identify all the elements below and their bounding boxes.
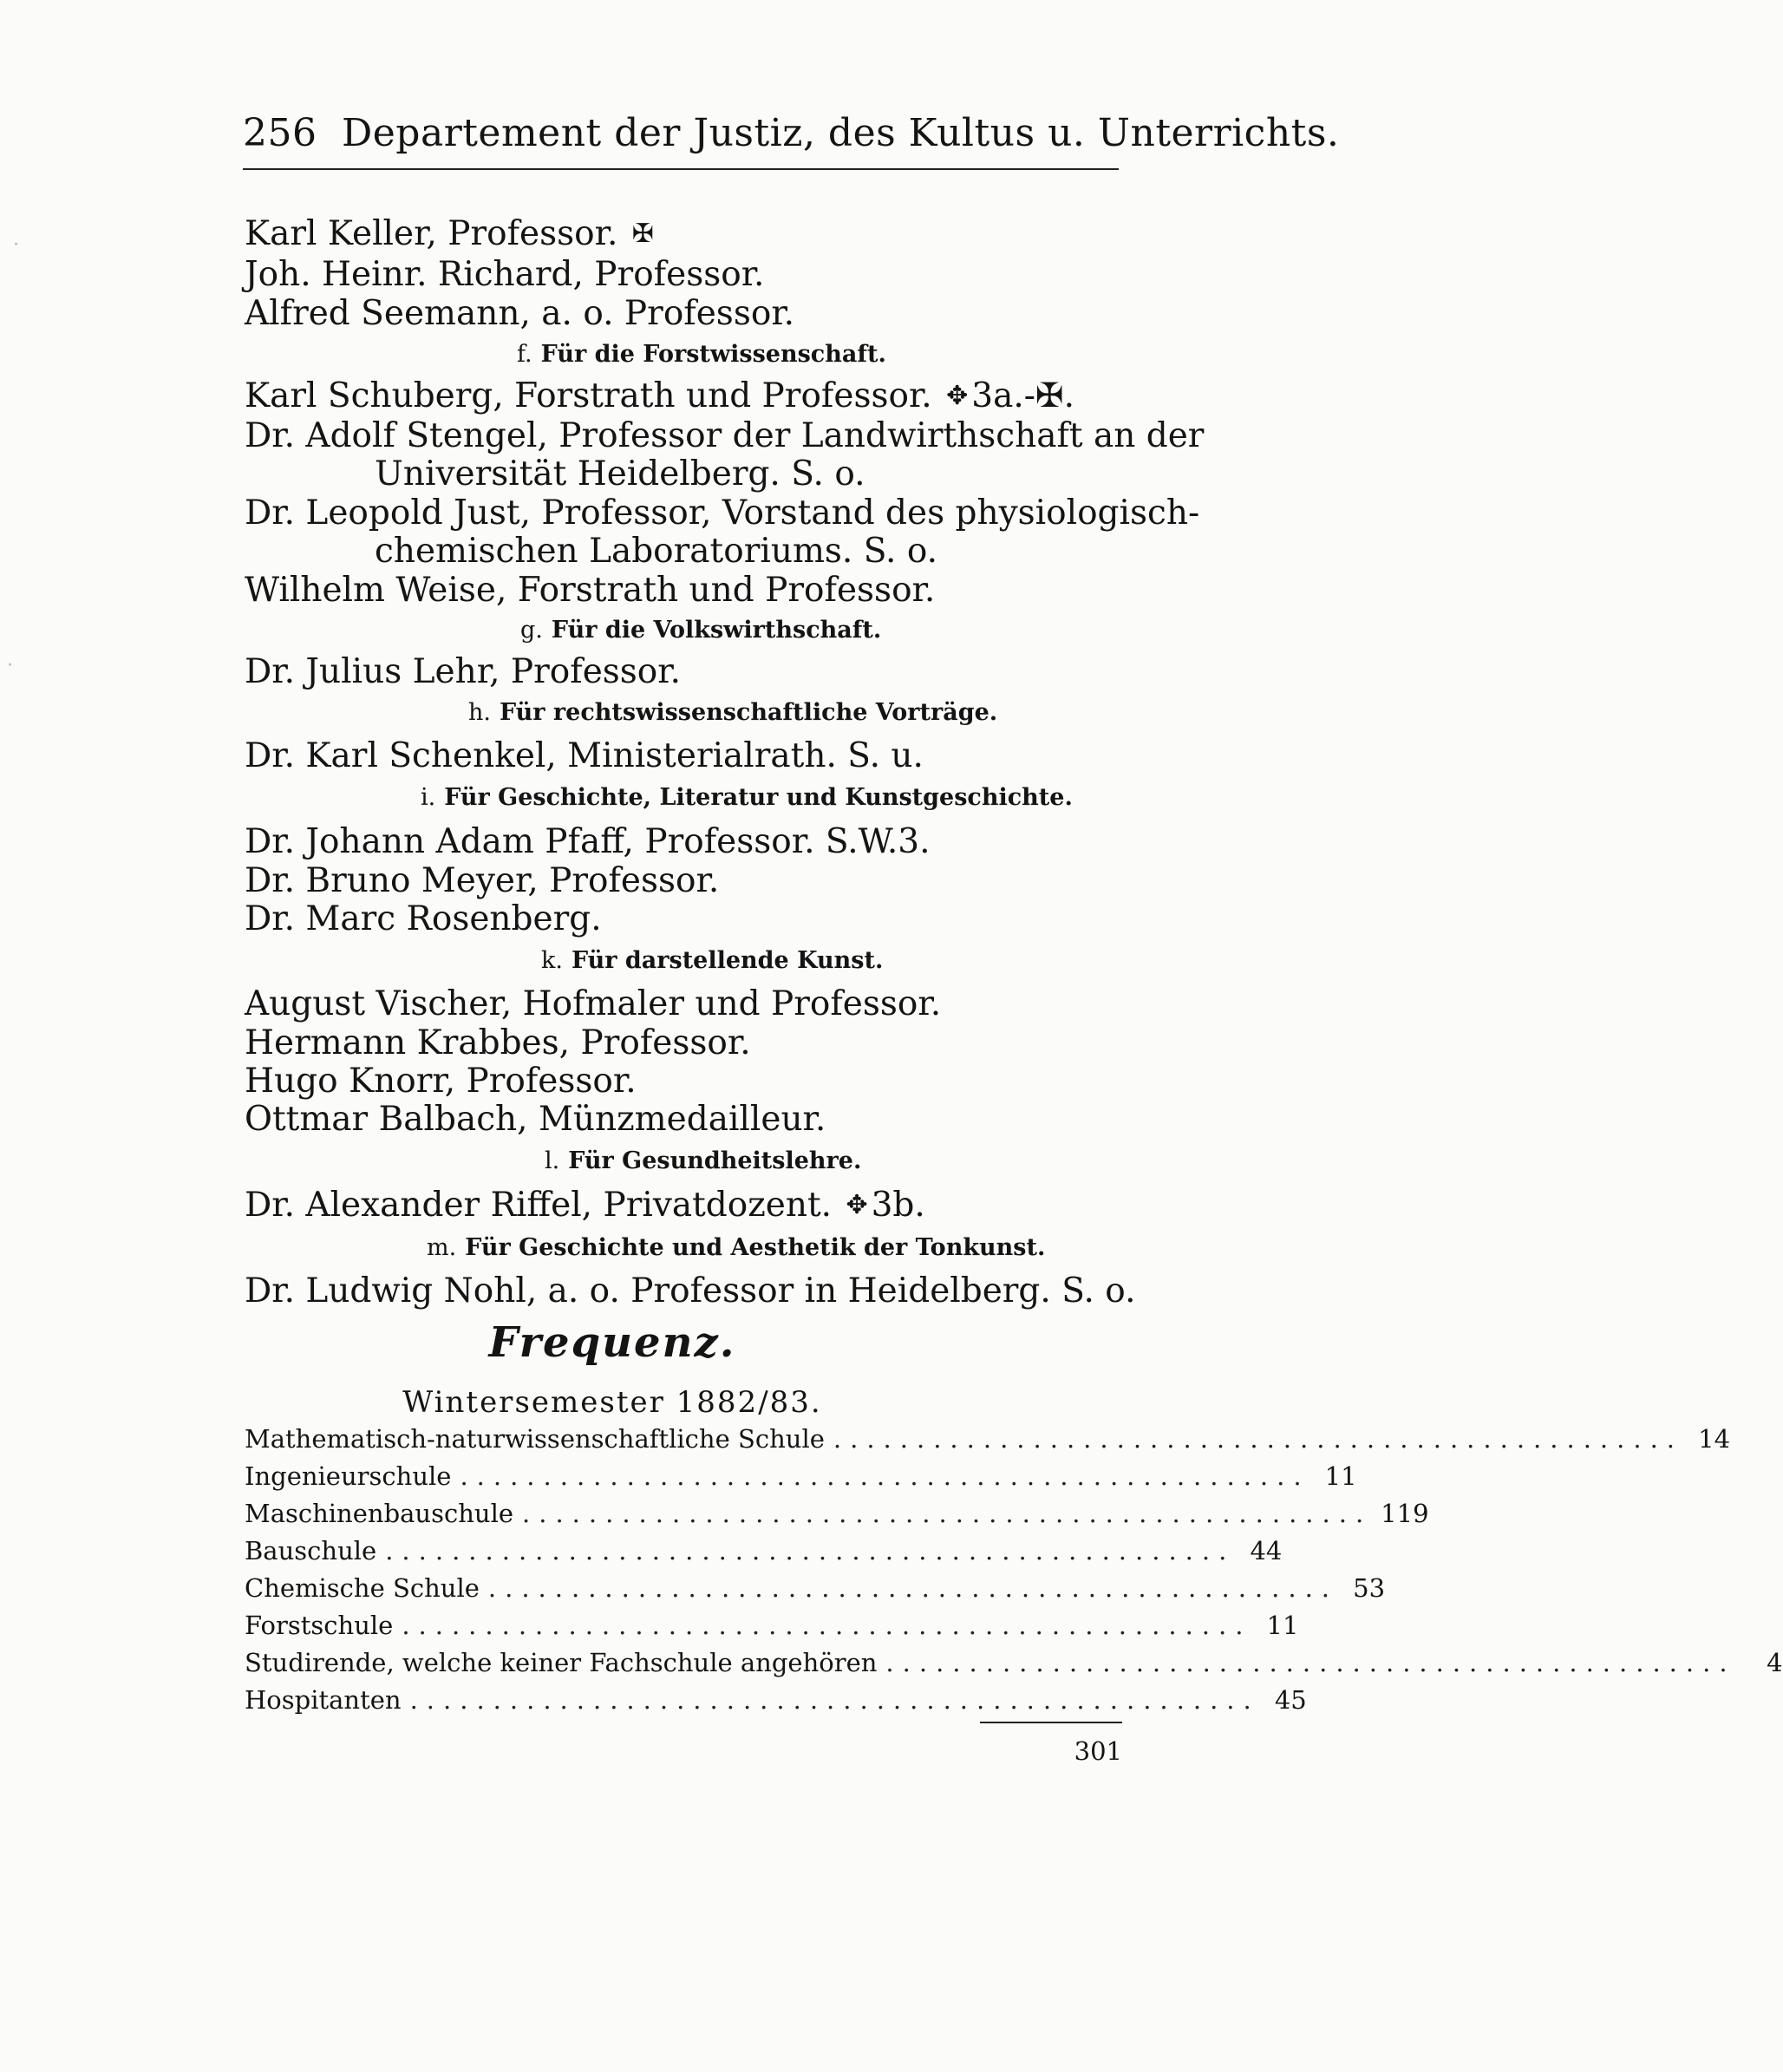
entry-line-continued: Universität Heidelberg. S. o. [375, 454, 865, 493]
entry-line: Hermann Krabbes, Professor. [245, 1023, 751, 1062]
order-badge-icon: ✥ [946, 381, 969, 411]
entry-line: Dr. Karl Schenkel, Ministerialrath. S. u. [245, 736, 924, 775]
section-heading: m. Für Geschichte und Aesthetik der Tonkunst. [427, 1234, 1046, 1261]
header-rule [243, 168, 1119, 170]
table-row: Ingenieurschule ................................................... 11 [245, 1461, 1357, 1491]
entry-line: Dr. Marc Rosenberg. [245, 899, 602, 938]
table-row: Studirende, welche keiner Fachschule angehören ................................................... 4 [245, 1647, 1783, 1677]
page-number: 256 [243, 111, 317, 155]
entry-line: Wilhelm Weise, Forstrath und Professor. [245, 571, 936, 610]
frequenz-total: 301 [1074, 1736, 1122, 1766]
table-row: Maschinenbauschule ................................................... 119 [245, 1498, 1429, 1528]
entry-line: Dr. Leopold Just, Professor, Vorstand des physiologisch- [245, 493, 1200, 533]
entry-line: Dr. Alexander Riffel, Privatdozent. ✥ 3b. [245, 1186, 925, 1225]
entry-line: Dr. Ludwig Nohl, a. o. Professor in Heidelberg. S. o. [245, 1271, 1136, 1311]
table-row: Hospitanten ................................................... 45 [245, 1684, 1307, 1715]
entry-line: Dr. Adolf Stengel, Professor der Landwirthschaft an der [245, 416, 1205, 455]
order-badge-icon: ✥ [846, 1190, 868, 1220]
entry-line: Dr. Johann Adam Pfaff, Professor. S.W.3. [245, 822, 931, 861]
section-heading: i. Für Geschichte, Literatur und Kunstgeschichte. [421, 784, 1073, 811]
margin-speck: · [7, 655, 13, 677]
table-row: Forstschule ................................................... 11 [245, 1610, 1299, 1640]
entry-line: Hugo Knorr, Professor. [245, 1062, 637, 1101]
entry-line: Joh. Heinr. Richard, Professor. [245, 255, 765, 294]
entry-line: Alfred Seemann, a. o. Professor. [245, 294, 795, 333]
entry-line: August Vischer, Hofmaler und Professor. [245, 984, 942, 1023]
margin-speck: · [13, 234, 19, 256]
table-row: Chemische Schule ................................................... 53 [245, 1572, 1386, 1603]
entry-line: Karl Schuberg, Forstrath und Professor. ✥ 3a.-✠. [245, 376, 1074, 415]
table-row: Bauschule ................................................... 44 [245, 1535, 1283, 1565]
table-row: Mathematisch-naturwissenschaftliche Schule ................................................... 14 [245, 1423, 1731, 1454]
entry-line-continued: chemischen Laboratoriums. S. o. [375, 532, 938, 571]
entry-line: Ottmar Balbach, Münzmedailleur. [245, 1100, 826, 1139]
entry-line: Dr. Julius Lehr, Professor. [245, 652, 682, 691]
section-heading: h. Für rechtswissenschaftliche Vorträge. [468, 699, 998, 726]
section-heading: f. Für die Forstwissenschaft. [517, 341, 886, 368]
total-rule [980, 1722, 1122, 1723]
page-header [243, 111, 1340, 155]
section-heading: g. Für die Volkswirthschaft. [520, 617, 882, 644]
entry-line: Karl Keller, Professor. ✠ [245, 214, 654, 253]
running-title: Departement der Justiz, des Kultus u. Unterrichts. [341, 111, 1340, 155]
cross-order-icon: ✠ [631, 219, 654, 249]
section-heading: k. Für darstellende Kunst. [541, 947, 884, 974]
frequenz-table [245, 1420, 1783, 1718]
semester-subtitle: Wintersemester 1882/83. [402, 1385, 822, 1420]
entry-line: Dr. Bruno Meyer, Professor. [245, 861, 720, 900]
frequenz-title: Frequenz. [488, 1318, 736, 1367]
section-heading: l. Für Gesundheitslehre. [545, 1147, 862, 1174]
